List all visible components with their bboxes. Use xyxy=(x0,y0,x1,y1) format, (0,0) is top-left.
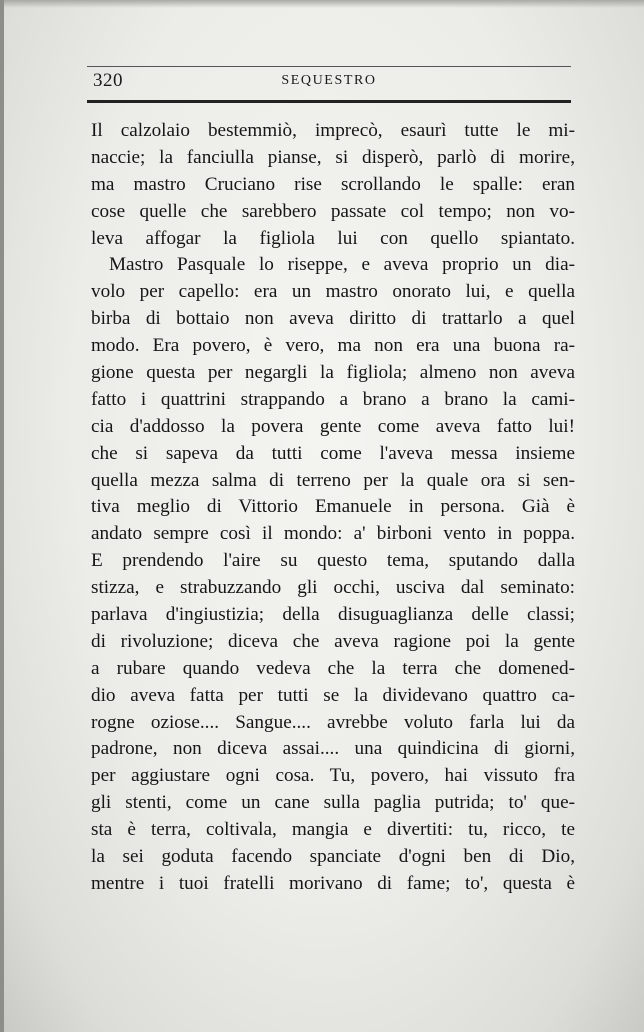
text-line: leva affogar la figliola lui con quello spiantato. xyxy=(91,227,575,249)
text-line: per aggiustare ogni cosa. Tu, povero, hai vissuto fra xyxy=(91,765,575,787)
header-rule-bottom xyxy=(87,100,571,103)
text-line: di rivoluzione; diceva che aveva ragione poi la gente xyxy=(91,630,575,652)
page-number: 320 xyxy=(93,70,123,91)
text-line: che si sapeva da tutti come l'aveva messa insieme xyxy=(91,442,575,464)
text-line: dio aveva fatta per tutti se la dividevano quattro ca- xyxy=(91,684,575,706)
text-line: andato sempre così il mondo: a' birboni vento in poppa. xyxy=(91,523,575,545)
text-line: stizza, e strabuzzando gli occhi, usciva dal seminato: xyxy=(91,577,575,599)
text-line: cia d'addosso la povera gente come aveva fatto lui! xyxy=(91,415,575,437)
text-line: fatto i quattrini strappando a brano a brano la cami- xyxy=(91,388,575,410)
text-line: gli stenti, come un cane sulla paglia putrida; to' que- xyxy=(91,792,575,814)
text-line: naccie; la fanciulla pianse, si disperò, parlò di morire, xyxy=(91,146,575,168)
text-line: quella mezza salma di terreno per la quale ora si sen- xyxy=(91,469,575,491)
text-line: Mastro Pasquale lo riseppe, e aveva proprio un dia- xyxy=(109,254,575,276)
text-line: a rubare quando vedeva che la terra che domened- xyxy=(91,657,575,679)
text-line: mentre i tuoi fratelli morivano di fame; to', questa è xyxy=(91,872,575,894)
text-line: birba di bottaio non aveva diritto di trattarlo a quel xyxy=(91,308,575,330)
text-line: la sei goduta facendo spanciate d'ogni ben di Dio, xyxy=(91,846,575,868)
running-header xyxy=(89,70,569,94)
text-line: ma mastro Cruciano rise scrollando le spalle: eran xyxy=(91,173,575,195)
text-line: volo per capello: era un mastro onorato lui, e quella xyxy=(91,281,575,303)
text-line: sta è terra, coltivala, mangia e divertiti: tu, ricco, te xyxy=(91,819,575,841)
text-line: padrone, non diceva assai.... una quindicina di giorni, xyxy=(91,738,575,760)
text-line: Il calzolaio bestemmiò, imprecò, esaurì tutte le mi- xyxy=(91,120,575,141)
text-line: gione questa per negargli la figliola; almeno non aveva xyxy=(91,362,575,384)
text-line: rogne oziose.... Sangue.... avrebbe voluto farla lui da xyxy=(91,711,575,733)
header-rule-top xyxy=(87,66,571,67)
text-line: modo. Era povero, è vero, ma non era una buona ra- xyxy=(91,335,575,357)
page-edge-shadow xyxy=(4,0,644,8)
text-line: tiva meglio di Vittorio Emanuele in persona. Già è xyxy=(91,496,575,518)
text-line: cose quelle che sarebbero passate col tempo; non vo- xyxy=(91,200,575,222)
body-text xyxy=(91,118,575,898)
text-line: parlava d'ingiustizia; della disuguaglianza delle classi; xyxy=(91,604,575,626)
running-title: SEQUESTRO xyxy=(281,73,377,88)
text-line: E prendendo l'aire su questo tema, sputando dalla xyxy=(91,550,575,572)
